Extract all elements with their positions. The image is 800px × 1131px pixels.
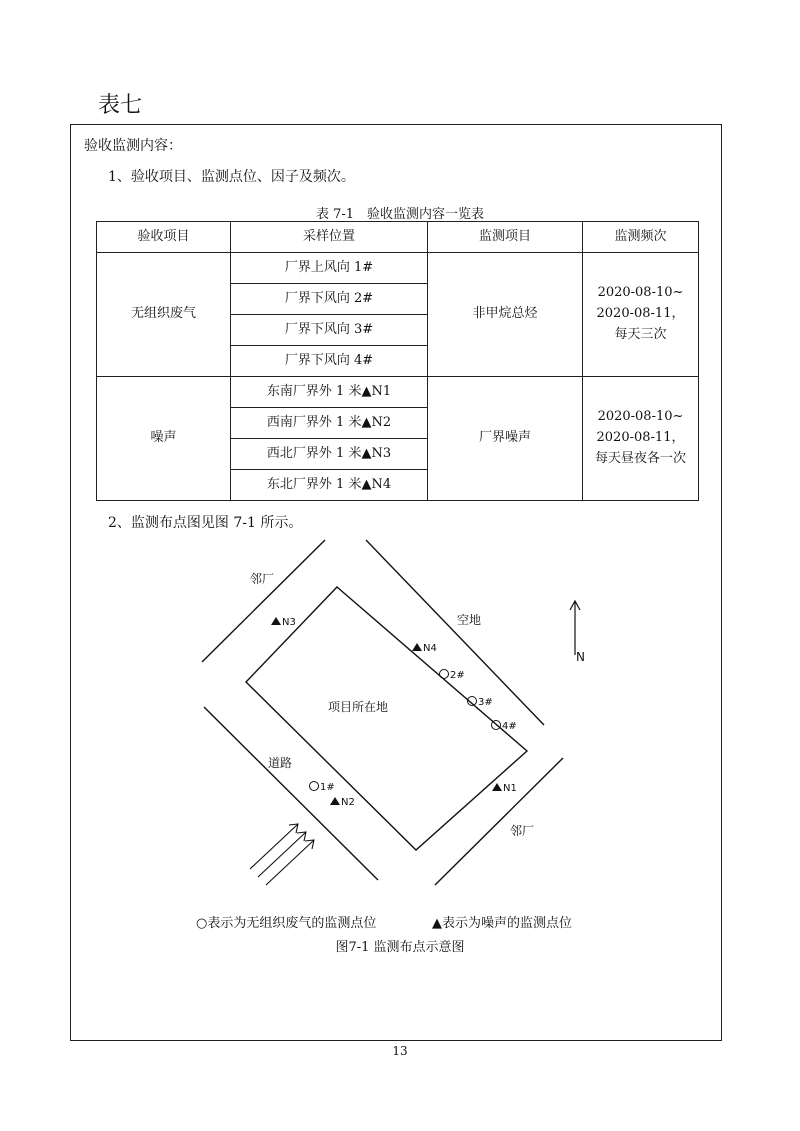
- north-label: N: [576, 650, 585, 664]
- air-point-1-label: 1#: [320, 782, 335, 793]
- location-cell: 厂界上风向 1#: [231, 253, 428, 284]
- air-point-circle-icon: [440, 670, 449, 679]
- air-point-3-label: 3#: [478, 697, 493, 708]
- wind-direction-arrows: [250, 824, 314, 885]
- table-header-row: [97, 222, 699, 253]
- item-1-heading: 1、验收项目、监测点位、因子及频次。: [108, 169, 355, 185]
- item-cell: 噪声: [97, 377, 231, 501]
- location-cell: 东南厂界外 1 米▲N1: [231, 377, 428, 408]
- noise-point-n4-label: N4: [423, 643, 437, 654]
- location-cell: 厂界下风向 3#: [231, 315, 428, 346]
- boundary-line-sw: [204, 707, 378, 880]
- air-point-4-label: 4#: [502, 721, 517, 732]
- item-2-heading: 2、监测布点图见图 7-1 所示。: [108, 515, 303, 531]
- neighbor-factory-label-bottom: 邻厂: [510, 824, 535, 838]
- header-cell: 验收项目: [97, 222, 231, 253]
- site-label: 项目所在地: [328, 700, 389, 714]
- location-cell: 东北厂界外 1 米▲N4: [231, 470, 428, 501]
- monitoring-table: [96, 221, 699, 501]
- header-cell: 采样位置: [231, 222, 428, 253]
- empty-land-label: 空地: [457, 613, 482, 627]
- noise-point-triangle-icon: [330, 797, 340, 805]
- parameter-cell: 厂界噪声: [428, 377, 583, 501]
- header-cell: 监测项目: [428, 222, 583, 253]
- monitoring-layout-diagram: [190, 535, 610, 905]
- air-point-2-label: 2#: [450, 670, 465, 681]
- parameter-cell: 非甲烷总烃: [428, 253, 583, 377]
- item-cell: 无组织废气: [97, 253, 231, 377]
- table-caption: 表 7-1 验收监测内容一览表: [315, 207, 485, 222]
- section-label: 验收监测内容：: [84, 138, 182, 154]
- frequency-cell: 2020-08-10~ 2020-08-11，每天三次: [583, 253, 699, 377]
- noise-point-triangle-icon: [412, 643, 422, 651]
- legend-air-points: ○表示为无组织废气的监测点位: [196, 916, 377, 931]
- location-cell: 西北厂界外 1 米▲N3: [231, 439, 428, 470]
- noise-point-triangle-icon: [492, 783, 502, 791]
- frequency-cell: 2020-08-10~ 2020-08-11，每天昼夜各一次: [583, 377, 699, 501]
- boundary-line-nw: [202, 540, 325, 662]
- location-cell: 西南厂界外 1 米▲N2: [231, 408, 428, 439]
- north-arrow-icon: [570, 601, 580, 655]
- table-row: [97, 253, 699, 284]
- noise-point-n2-label: N2: [341, 797, 355, 808]
- location-cell: 厂界下风向 4#: [231, 346, 428, 377]
- header-cell: 监测频次: [583, 222, 699, 253]
- page-number: 13: [392, 1044, 408, 1058]
- noise-point-n3-label: N3: [282, 617, 296, 628]
- table-row: [97, 377, 699, 408]
- legend-noise-points: ▲表示为噪声的监测点位: [432, 916, 572, 931]
- page-heading: 表七: [98, 93, 143, 118]
- boundary-line-se: [435, 758, 563, 885]
- air-point-circle-icon: [310, 782, 319, 791]
- noise-point-triangle-icon: [271, 617, 281, 625]
- road-label: 道路: [268, 756, 293, 770]
- neighbor-factory-label-top: 邻厂: [250, 572, 275, 586]
- figure-caption: 图7-1 监测布点示意图: [335, 940, 465, 955]
- boundary-line-ne: [366, 540, 544, 725]
- location-cell: 厂界下风向 2#: [231, 284, 428, 315]
- noise-point-n1-label: N1: [503, 783, 517, 794]
